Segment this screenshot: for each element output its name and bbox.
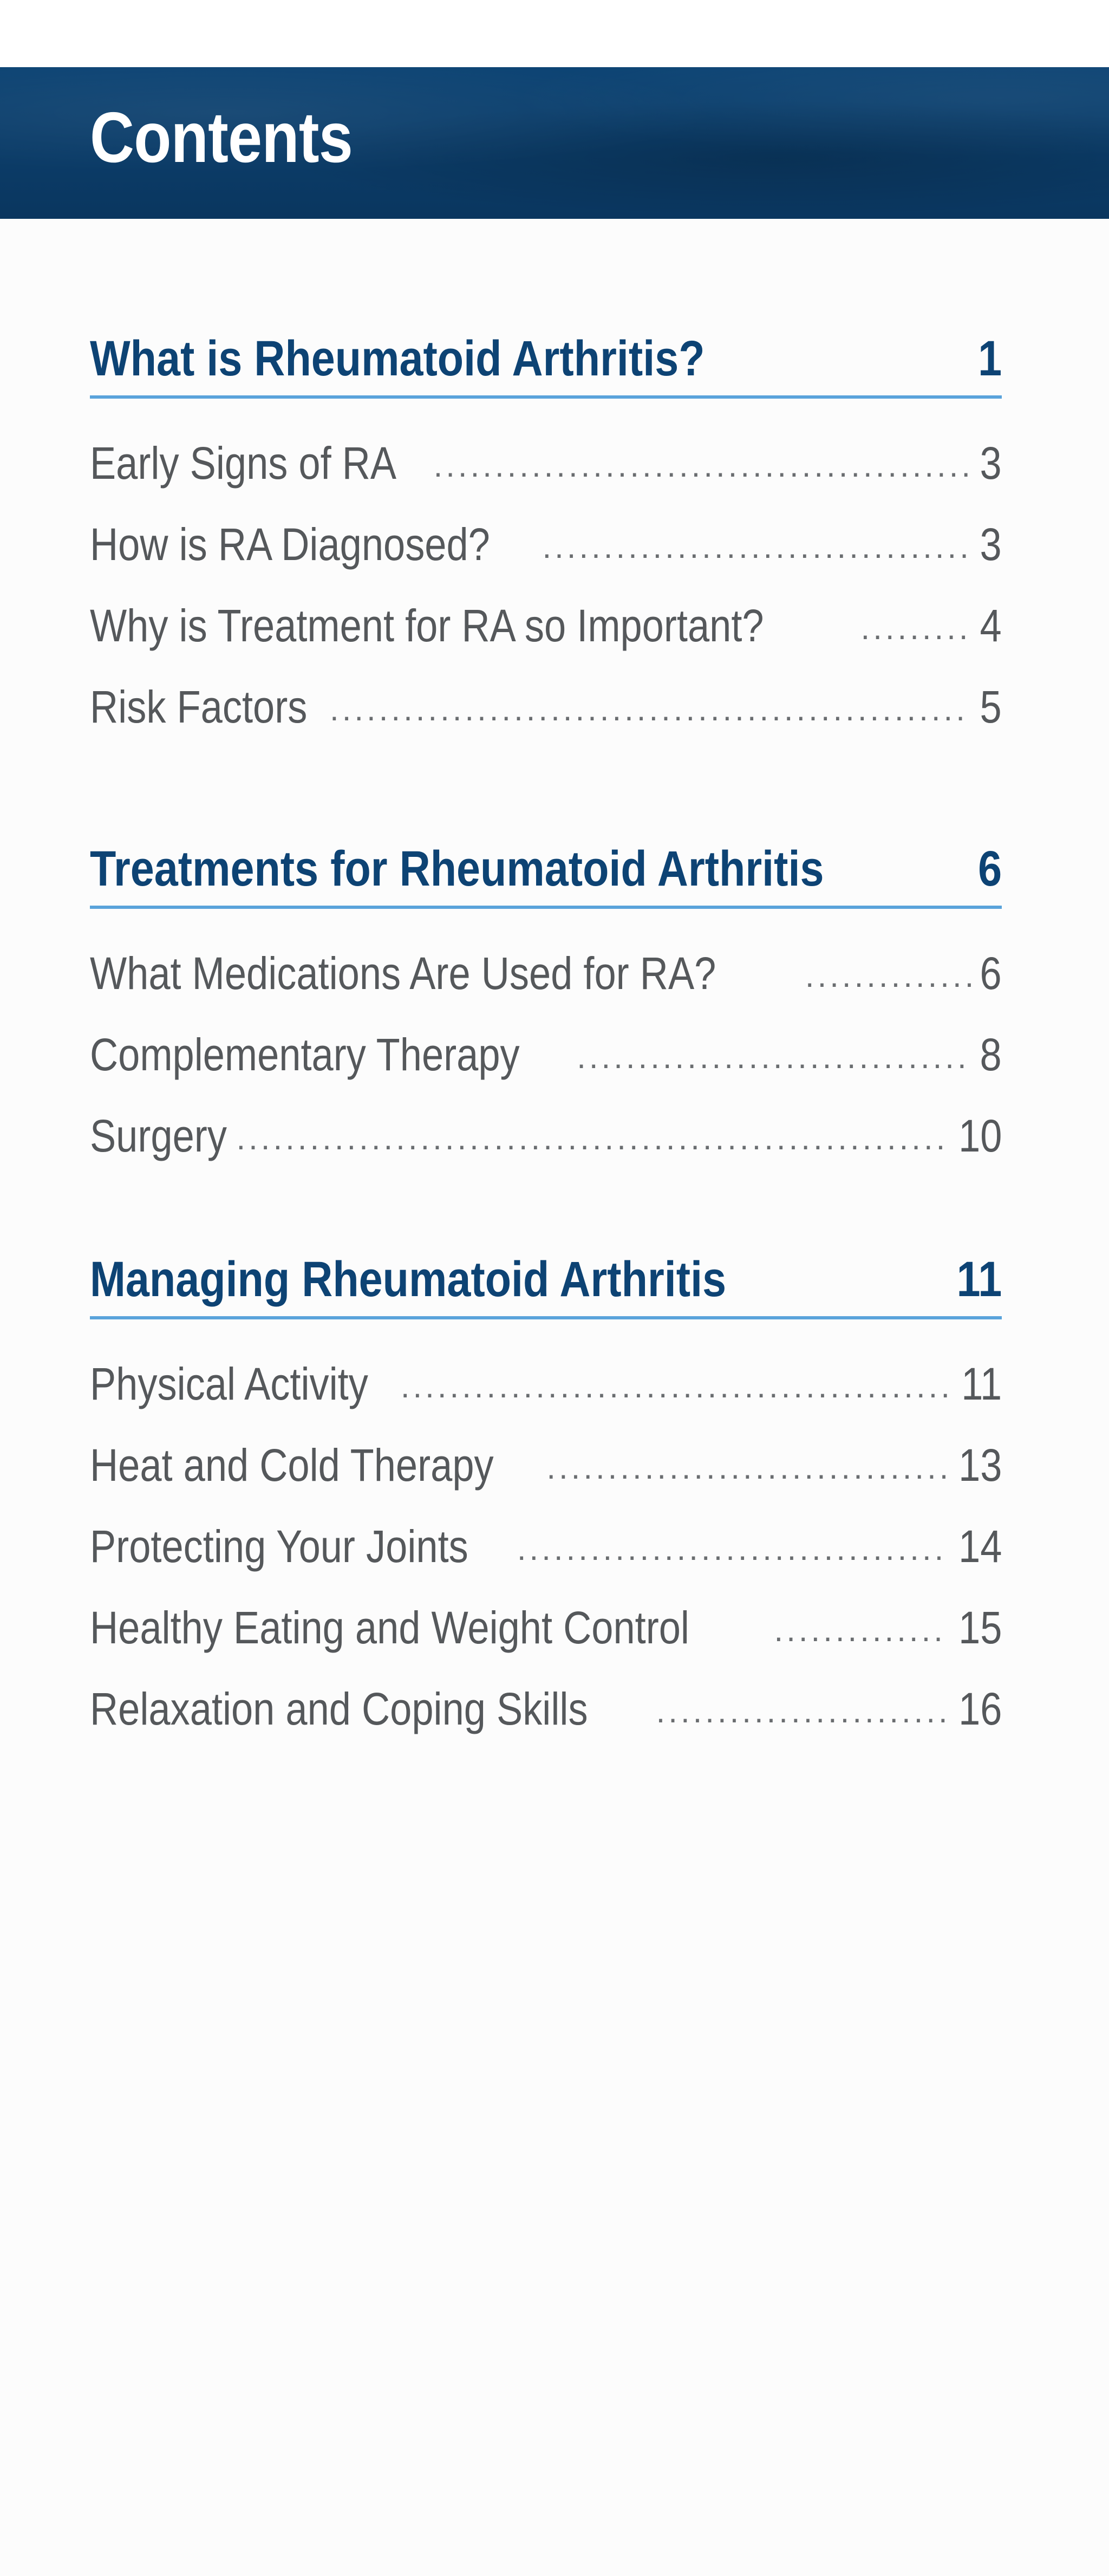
toc-entry[interactable] bbox=[90, 1506, 1002, 1587]
toc-entry-label: What Medications Are Used for RA? bbox=[90, 948, 716, 999]
section-entries bbox=[90, 399, 1002, 747]
top-margin bbox=[0, 0, 1109, 67]
toc-entry-label: How is RA Diagnosed? bbox=[90, 519, 490, 570]
toc-entry-label: Relaxation and Coping Skills bbox=[90, 1683, 588, 1734]
dot-leader bbox=[434, 425, 971, 506]
section-header[interactable] bbox=[90, 814, 1002, 909]
dot-leader bbox=[546, 1427, 945, 1508]
toc-entry[interactable] bbox=[90, 1668, 1002, 1749]
dot-leader bbox=[805, 935, 971, 1017]
section-page-number: 6 bbox=[977, 841, 1002, 896]
table-of-contents bbox=[90, 303, 1002, 1749]
dot-leader bbox=[542, 506, 971, 588]
toc-entry[interactable] bbox=[90, 585, 1002, 666]
toc-entry-label: Protecting Your Joints bbox=[90, 1521, 468, 1572]
toc-entry-label: Early Signs of RA bbox=[90, 438, 397, 489]
toc-entry[interactable] bbox=[90, 1424, 1002, 1506]
toc-entry-label: Complementary Therapy bbox=[90, 1029, 520, 1080]
page-title: Contents bbox=[90, 97, 353, 177]
toc-entry-page: 14 bbox=[958, 1521, 1002, 1572]
toc-entry-page: 15 bbox=[958, 1602, 1002, 1653]
dot-leader bbox=[861, 588, 971, 669]
section-title: Treatments for Rheumatoid Arthritis bbox=[90, 841, 824, 896]
toc-entry[interactable] bbox=[90, 666, 1002, 747]
dot-leader bbox=[236, 1098, 945, 1179]
dot-leader bbox=[401, 1346, 949, 1427]
dot-leader bbox=[656, 1671, 946, 1752]
toc-entry[interactable] bbox=[90, 1343, 1002, 1424]
toc-entry-page: 13 bbox=[958, 1440, 1002, 1491]
toc-entry-page: 3 bbox=[980, 519, 1002, 570]
toc-section-treatments bbox=[90, 814, 1002, 1176]
toc-entry-label: Why is Treatment for RA so Important? bbox=[90, 600, 764, 651]
toc-entry[interactable] bbox=[90, 933, 1002, 1014]
toc-section-managing bbox=[90, 1224, 1002, 1749]
toc-entry-page: 6 bbox=[980, 948, 1002, 999]
section-entries bbox=[90, 909, 1002, 1176]
section-spacer bbox=[90, 1176, 1002, 1224]
toc-entry-label: Risk Factors bbox=[90, 681, 308, 732]
toc-entry[interactable] bbox=[90, 504, 1002, 585]
toc-entry-page: 11 bbox=[961, 1358, 1002, 1409]
toc-entry[interactable] bbox=[90, 422, 1002, 504]
section-title: What is Rheumatoid Arthritis? bbox=[90, 331, 705, 386]
toc-entry-label: Healthy Eating and Weight Control bbox=[90, 1602, 689, 1653]
toc-entry-page: 5 bbox=[980, 681, 1002, 732]
section-header[interactable] bbox=[90, 1224, 1002, 1319]
toc-entry[interactable] bbox=[90, 1014, 1002, 1095]
toc-entry-label: Heat and Cold Therapy bbox=[90, 1440, 494, 1491]
contents-banner bbox=[0, 67, 1109, 219]
toc-entry[interactable] bbox=[90, 1095, 1002, 1176]
toc-entry-page: 4 bbox=[980, 600, 1002, 651]
toc-entry-page: 10 bbox=[958, 1110, 1002, 1161]
section-page-number: 1 bbox=[977, 331, 1002, 386]
dot-leader bbox=[517, 1508, 946, 1590]
dot-leader bbox=[330, 669, 971, 750]
toc-entry-page: 3 bbox=[980, 438, 1002, 489]
section-spacer bbox=[90, 747, 1002, 814]
section-title: Managing Rheumatoid Arthritis bbox=[90, 1252, 727, 1307]
toc-entry-label: Physical Activity bbox=[90, 1358, 368, 1409]
dot-leader bbox=[774, 1590, 946, 1671]
section-header[interactable] bbox=[90, 303, 1002, 399]
toc-entry-label: Surgery bbox=[90, 1110, 227, 1161]
dot-leader bbox=[577, 1017, 971, 1098]
toc-entry-page: 8 bbox=[980, 1029, 1002, 1080]
toc-entry-page: 16 bbox=[958, 1683, 1002, 1734]
section-entries bbox=[90, 1319, 1002, 1749]
section-page-number: 11 bbox=[956, 1252, 1002, 1307]
toc-entry[interactable] bbox=[90, 1587, 1002, 1668]
toc-section-what-is-ra bbox=[90, 303, 1002, 747]
